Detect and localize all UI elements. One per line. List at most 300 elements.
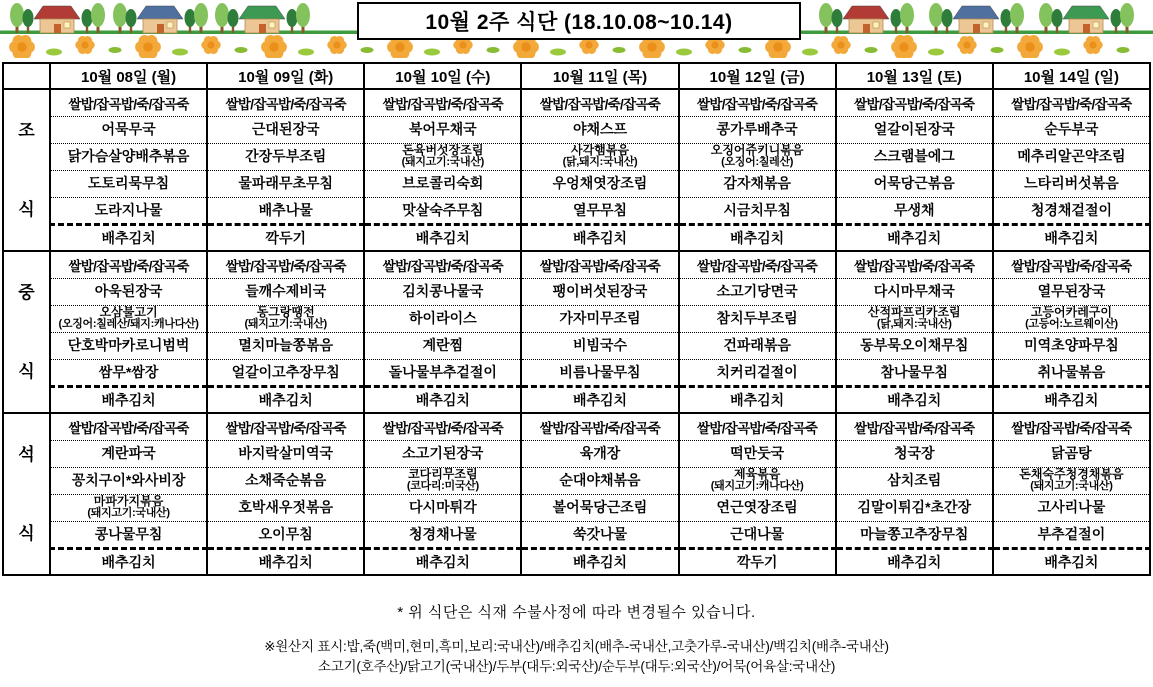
dish-cell bbox=[364, 278, 521, 305]
dish-cell bbox=[679, 143, 836, 170]
dish-cell bbox=[521, 116, 678, 143]
meal-label-dinner bbox=[3, 413, 50, 575]
dish-cell bbox=[679, 332, 836, 359]
dish-cell bbox=[207, 170, 364, 197]
rice-options-cell: 쌀밥/잡곡밥/죽/잡곡죽 bbox=[364, 251, 521, 278]
leaf-icon bbox=[361, 47, 374, 53]
dish-origin-note: (돼지고기:국내산) bbox=[244, 318, 327, 331]
dish-name: 팽이버섯된장국 bbox=[552, 283, 648, 300]
dish-cell bbox=[50, 467, 207, 494]
tree-icon bbox=[942, 9, 953, 33]
dish-cell bbox=[679, 521, 836, 548]
kimchi-cell: 깍두기 bbox=[679, 548, 836, 575]
dish-name: 북어무채국 bbox=[409, 121, 477, 138]
dish-name: 간장두부조림 bbox=[245, 148, 327, 165]
dish-name: 돌나물부추겉절이 bbox=[388, 363, 497, 380]
day-header-thu: 10월 11일 (목) bbox=[521, 63, 678, 89]
house-icon bbox=[953, 6, 999, 33]
dish-cell bbox=[207, 521, 364, 548]
dish-origin-note: (돼지고기:국내산) bbox=[1030, 480, 1113, 493]
rice-options-cell: 쌀밥/잡곡밥/죽/잡곡죽 bbox=[679, 251, 836, 278]
breakfast-row bbox=[3, 170, 1150, 197]
dish-cell bbox=[50, 359, 207, 386]
meal-label-char: 석 bbox=[18, 445, 35, 464]
meal-label-breakfast bbox=[3, 89, 50, 251]
tree-icon bbox=[1052, 9, 1063, 33]
flower-icon bbox=[327, 36, 346, 54]
dish-cell bbox=[207, 359, 364, 386]
origin-footnote bbox=[0, 637, 1153, 676]
dish-cell bbox=[364, 467, 521, 494]
tree-icon bbox=[929, 3, 943, 33]
dish-name: 연근엿장조림 bbox=[716, 499, 798, 516]
kimchi-cell: 배추김치 bbox=[993, 386, 1150, 413]
dish-cell bbox=[679, 494, 836, 521]
lunch-row bbox=[3, 278, 1150, 305]
dish-cell bbox=[836, 305, 993, 332]
dish-cell bbox=[836, 359, 993, 386]
kimchi-cell: 배추김치 bbox=[679, 224, 836, 251]
lunch-row bbox=[3, 359, 1150, 386]
rice-options-cell: 쌀밥/잡곡밥/죽/잡곡죽 bbox=[836, 413, 993, 440]
kimchi-cell: 깍두기 bbox=[207, 224, 364, 251]
rice-options-cell: 쌀밥/잡곡밥/죽/잡곡죽 bbox=[836, 89, 993, 116]
rice-options-cell: 쌀밥/잡곡밥/죽/잡곡죽 bbox=[679, 89, 836, 116]
dish-name: 배추나물 bbox=[258, 201, 313, 218]
dish-name: 김치콩나물국 bbox=[402, 283, 484, 300]
dish-name: 떡만둣국 bbox=[730, 445, 785, 462]
tree-icon bbox=[82, 9, 93, 33]
flower-icon bbox=[831, 36, 850, 54]
dish-name: 마늘쫑고추장무침 bbox=[860, 525, 969, 542]
day-header-row bbox=[3, 63, 1150, 89]
breakfast-row bbox=[3, 89, 1150, 116]
dish-cell bbox=[521, 494, 678, 521]
kimchi-cell: 배추김치 bbox=[207, 386, 364, 413]
dish-cell bbox=[993, 332, 1150, 359]
leaf-icon bbox=[550, 49, 566, 56]
breakfast-row bbox=[3, 197, 1150, 224]
dish-name: 순대야채볶음 bbox=[559, 472, 641, 489]
rice-options-cell: 쌀밥/잡곡밥/죽/잡곡죽 bbox=[207, 89, 364, 116]
dish-cell bbox=[836, 197, 993, 224]
leaf-icon bbox=[172, 49, 188, 56]
leaf-icon bbox=[676, 49, 692, 56]
leaf-icon bbox=[802, 49, 818, 56]
dish-name: 도토리묵무침 bbox=[87, 175, 170, 192]
meal-label-char: 식 bbox=[18, 524, 35, 543]
tree-icon bbox=[296, 3, 310, 33]
house-icon bbox=[239, 6, 285, 33]
dish-cell bbox=[50, 305, 207, 332]
dish-name: 감자채볶음 bbox=[723, 175, 791, 192]
leaf-icon bbox=[298, 49, 314, 56]
dish-name: 계란찜 bbox=[422, 337, 464, 354]
dish-name: 돈채숙주청경채볶음 bbox=[1019, 467, 1124, 482]
menu-table bbox=[2, 62, 1151, 576]
rice-options-cell: 쌀밥/잡곡밥/죽/잡곡죽 bbox=[836, 251, 993, 278]
dish-name: 콩가루배추국 bbox=[716, 121, 798, 138]
tree-icon bbox=[10, 3, 24, 33]
dish-cell bbox=[207, 143, 364, 170]
dish-name: 호박새우젓볶음 bbox=[238, 499, 334, 516]
dish-cell bbox=[521, 305, 678, 332]
flower-icon bbox=[135, 35, 161, 58]
leaf-icon bbox=[991, 47, 1004, 53]
dish-cell bbox=[679, 116, 836, 143]
dish-cell bbox=[207, 116, 364, 143]
origin-footnote-line2: 소고기(호주산)/닭고기(국내산)/두부(대두:외국산)/순두부(대두:외국산)/어묵(어육살:국내산) bbox=[317, 658, 836, 674]
kimchi-cell: 배추김치 bbox=[836, 548, 993, 575]
leaf-icon bbox=[1117, 47, 1130, 53]
kimchi-cell: 배추김치 bbox=[521, 224, 678, 251]
breakfast-row bbox=[3, 116, 1150, 143]
tree-icon bbox=[891, 9, 902, 33]
dish-cell bbox=[50, 197, 207, 224]
dish-name: 시금치무침 bbox=[723, 201, 791, 218]
flower-icon bbox=[1083, 36, 1102, 54]
house-icon bbox=[843, 6, 889, 33]
rice-options-cell: 쌀밥/잡곡밥/죽/잡곡죽 bbox=[521, 251, 678, 278]
tree-icon bbox=[126, 9, 137, 33]
dish-origin-note: (코다리:미국산) bbox=[406, 480, 479, 493]
dish-name: 아욱된장국 bbox=[94, 283, 163, 300]
dish-cell bbox=[521, 440, 678, 467]
flower-icon bbox=[261, 35, 287, 58]
house-icon bbox=[34, 6, 80, 33]
dish-name: 소채죽순볶음 bbox=[245, 472, 327, 489]
leaf-icon bbox=[487, 47, 500, 53]
dish-name: 얼갈이고추장무침 bbox=[231, 363, 340, 380]
dish-name: 우엉채엿장조림 bbox=[552, 175, 648, 192]
dish-cell bbox=[521, 332, 678, 359]
dish-cell bbox=[364, 143, 521, 170]
dish-name: 느타리버섯볶음 bbox=[1024, 175, 1119, 192]
dish-name: 마파가지볶음 bbox=[93, 494, 164, 509]
page-title-text: 10월 2주 식단 (18.10.08~10.14) bbox=[425, 11, 733, 34]
meal-label-char: 조 bbox=[18, 121, 35, 140]
breakfast-row bbox=[3, 224, 1150, 251]
page-title bbox=[357, 2, 801, 40]
dish-name: 삼치조림 bbox=[887, 472, 942, 489]
dish-cell bbox=[836, 332, 993, 359]
dish-cell bbox=[993, 278, 1150, 305]
dish-cell bbox=[364, 305, 521, 332]
dish-name: 청경채겉절이 bbox=[1030, 201, 1112, 218]
flower-icon bbox=[891, 35, 917, 58]
dish-cell bbox=[364, 359, 521, 386]
rice-options-cell: 쌀밥/잡곡밥/죽/잡곡죽 bbox=[50, 251, 207, 278]
lunch-row bbox=[3, 251, 1150, 278]
dish-cell bbox=[679, 170, 836, 197]
dish-name: 청경채나물 bbox=[409, 525, 477, 542]
tree-icon bbox=[23, 9, 34, 33]
dish-cell bbox=[993, 170, 1150, 197]
dish-cell bbox=[993, 197, 1150, 224]
dish-cell bbox=[521, 467, 678, 494]
dish-cell bbox=[50, 116, 207, 143]
dish-cell bbox=[207, 494, 364, 521]
dish-name: 비름나물무침 bbox=[559, 363, 641, 380]
dish-origin-note: (오징어:칠레산) bbox=[721, 156, 794, 169]
dish-name: 동부묵오이채무침 bbox=[860, 337, 969, 354]
dish-name: 오이무침 bbox=[258, 525, 313, 542]
dish-cell bbox=[993, 116, 1150, 143]
dish-cell bbox=[207, 305, 364, 332]
meal-label-lunch bbox=[3, 251, 50, 413]
kimchi-cell: 배추김치 bbox=[836, 224, 993, 251]
dish-name: 열무무침 bbox=[572, 201, 628, 218]
tree-icon bbox=[832, 9, 843, 33]
kimchi-cell: 배추김치 bbox=[679, 386, 836, 413]
day-header-mon: 10월 08일 (월) bbox=[50, 63, 207, 89]
day-header-fri: 10월 12일 (금) bbox=[679, 63, 836, 89]
tree-icon bbox=[287, 9, 298, 33]
kimchi-cell: 배추김치 bbox=[993, 548, 1150, 575]
leaf-icon bbox=[424, 49, 440, 56]
kimchi-cell: 배추김치 bbox=[207, 548, 364, 575]
dish-name: 치커리겉절이 bbox=[716, 363, 798, 380]
dish-name: 제육볶음 bbox=[733, 467, 781, 482]
rice-options-cell: 쌀밥/잡곡밥/죽/잡곡죽 bbox=[207, 413, 364, 440]
dish-cell bbox=[993, 467, 1150, 494]
tree-icon bbox=[91, 3, 105, 33]
tree-icon bbox=[1010, 3, 1024, 33]
rice-options-cell: 쌀밥/잡곡밥/죽/잡곡죽 bbox=[50, 89, 207, 116]
rice-options-cell: 쌀밥/잡곡밥/죽/잡곡죽 bbox=[521, 413, 678, 440]
dish-cell bbox=[679, 467, 836, 494]
leaf-icon bbox=[613, 47, 626, 53]
dish-name: 메추리알곤약조림 bbox=[1017, 148, 1126, 165]
dish-cell bbox=[521, 278, 678, 305]
house-icon bbox=[1063, 6, 1109, 33]
dish-cell bbox=[836, 170, 993, 197]
kimchi-cell: 배추김치 bbox=[50, 224, 207, 251]
lunch-row bbox=[3, 305, 1150, 332]
dish-name: 바지락살미역국 bbox=[238, 445, 334, 462]
dish-name: 계란파국 bbox=[101, 445, 156, 462]
dish-cell bbox=[993, 359, 1150, 386]
dish-cell bbox=[364, 521, 521, 548]
dish-cell bbox=[521, 170, 678, 197]
dish-origin-note: (돼지고기:국내산) bbox=[87, 507, 170, 520]
dish-name: 단호박마카로니범벅 bbox=[67, 337, 190, 354]
dish-cell bbox=[364, 116, 521, 143]
dish-name: 도라지나물 bbox=[94, 201, 163, 218]
dish-name: 소고기된장국 bbox=[402, 445, 484, 462]
rice-options-cell: 쌀밥/잡곡밥/죽/잡곡죽 bbox=[521, 89, 678, 116]
meal-label-char: 식 bbox=[18, 362, 35, 381]
dish-name: 가자미무조림 bbox=[559, 310, 641, 327]
dish-cell bbox=[836, 521, 993, 548]
dish-name: 부추겉절이 bbox=[1037, 525, 1106, 542]
kimchi-cell: 배추김치 bbox=[521, 386, 678, 413]
dish-name: 쌈무*쌈장 bbox=[98, 363, 159, 380]
dish-name: 근대된장국 bbox=[251, 121, 320, 138]
dish-name: 닭곰탕 bbox=[1051, 445, 1092, 462]
dish-cell bbox=[207, 278, 364, 305]
tree-icon bbox=[1039, 3, 1053, 33]
dish-cell bbox=[836, 467, 993, 494]
flower-icon bbox=[75, 36, 94, 54]
dish-cell bbox=[207, 467, 364, 494]
dish-cell bbox=[836, 440, 993, 467]
dish-name: 다시마튀각 bbox=[409, 499, 477, 516]
dish-name: 브로콜리숙회 bbox=[402, 175, 484, 192]
dish-name: 사각햄볶음 bbox=[571, 143, 629, 158]
dish-cell bbox=[993, 521, 1150, 548]
kimchi-cell: 배추김치 bbox=[50, 548, 207, 575]
tree-icon bbox=[819, 3, 833, 33]
lunch-row bbox=[3, 332, 1150, 359]
dish-name: 청국장 bbox=[893, 445, 935, 462]
dish-name: 소고기당면국 bbox=[716, 283, 798, 300]
dish-cell bbox=[50, 494, 207, 521]
leaf-icon bbox=[46, 49, 62, 56]
leaf-icon bbox=[1054, 49, 1070, 56]
dish-cell bbox=[50, 332, 207, 359]
dish-cell bbox=[993, 143, 1150, 170]
dish-name: 취나물볶음 bbox=[1037, 363, 1106, 380]
dish-name: 하이라이스 bbox=[409, 310, 477, 327]
tree-icon bbox=[1001, 9, 1012, 33]
dish-cell bbox=[521, 197, 678, 224]
dish-cell bbox=[993, 305, 1150, 332]
dish-name: 동그랑땡전 bbox=[256, 305, 315, 320]
dish-name: 야채스프 bbox=[572, 121, 628, 138]
origin-footnote-line1: ※원산지 표시:밥,죽(백미,현미,흑미,보리:국내산)/배추김치(배추-국내산,고춧가루-국내산)/백김치(배추-국내산) bbox=[264, 639, 889, 654]
house-icon bbox=[137, 6, 183, 33]
kimchi-cell: 배추김치 bbox=[50, 386, 207, 413]
dish-name: 물파래무초무침 bbox=[238, 175, 334, 192]
leaf-icon bbox=[865, 47, 878, 53]
dinner-row bbox=[3, 413, 1150, 440]
dish-cell bbox=[679, 305, 836, 332]
dinner-row bbox=[3, 440, 1150, 467]
tree-icon bbox=[900, 3, 914, 33]
dish-name: 오징어쥬키니볶음 bbox=[710, 143, 804, 158]
dish-name: 쑥갓나물 bbox=[572, 525, 628, 542]
dish-name: 멸치마늘쫑볶음 bbox=[238, 337, 334, 354]
dish-cell bbox=[207, 197, 364, 224]
dinner-row bbox=[3, 521, 1150, 548]
dish-cell bbox=[50, 278, 207, 305]
dish-name: 어묵무국 bbox=[101, 121, 156, 138]
tree-icon bbox=[1120, 3, 1134, 33]
dish-cell bbox=[364, 494, 521, 521]
dish-cell bbox=[207, 332, 364, 359]
dish-cell bbox=[50, 170, 207, 197]
change-notice-footnote bbox=[0, 601, 1153, 622]
dish-name: 고등어카레구이 bbox=[1030, 305, 1112, 320]
dish-origin-note: (오징어:칠레산/돼지:캐나다산) bbox=[58, 318, 199, 331]
dish-cell bbox=[993, 440, 1150, 467]
dinner-row bbox=[3, 548, 1150, 575]
tree-icon bbox=[185, 9, 196, 33]
dish-cell bbox=[364, 332, 521, 359]
kimchi-cell: 배추김치 bbox=[993, 224, 1150, 251]
day-header-tue: 10월 09일 (화) bbox=[207, 63, 364, 89]
dinner-row bbox=[3, 467, 1150, 494]
day-header-wed: 10월 10일 (수) bbox=[364, 63, 521, 89]
dish-origin-note: (돼지고기:국내산) bbox=[401, 156, 485, 169]
dish-cell bbox=[364, 440, 521, 467]
dish-cell bbox=[679, 197, 836, 224]
day-header-sun: 10월 14일 (일) bbox=[993, 63, 1150, 89]
rice-options-cell: 쌀밥/잡곡밥/죽/잡곡죽 bbox=[50, 413, 207, 440]
flower-icon bbox=[1017, 35, 1043, 58]
dish-name: 순두부국 bbox=[1044, 121, 1099, 138]
leaf-icon bbox=[109, 47, 122, 53]
rice-options-cell: 쌀밥/잡곡밥/죽/잡곡죽 bbox=[364, 89, 521, 116]
dish-name: 미역초양파무침 bbox=[1024, 337, 1119, 354]
dish-name: 열무된장국 bbox=[1037, 283, 1106, 300]
dish-cell bbox=[993, 494, 1150, 521]
dish-cell bbox=[679, 359, 836, 386]
kimchi-cell: 배추김치 bbox=[521, 548, 678, 575]
dish-name: 꽁치구이*와사비장 bbox=[71, 472, 186, 489]
dish-name: 무생채 bbox=[893, 201, 935, 218]
dish-cell bbox=[364, 170, 521, 197]
dish-cell bbox=[50, 521, 207, 548]
dish-cell bbox=[50, 440, 207, 467]
dish-cell bbox=[679, 278, 836, 305]
flower-icon bbox=[957, 36, 976, 54]
change-notice-text: * 위 식단은 식재 수불사정에 따라 변경될수 있습니다. bbox=[397, 604, 756, 621]
dish-name: 얼갈이된장국 bbox=[873, 121, 955, 138]
dish-origin-note: (고등어:노르웨이산) bbox=[1025, 318, 1118, 331]
dish-name: 닭가슴살양배추볶음 bbox=[67, 148, 190, 165]
dish-name: 비빔국수 bbox=[572, 337, 628, 354]
tree-icon bbox=[228, 9, 239, 33]
dish-cell bbox=[679, 440, 836, 467]
dish-name: 근대나물 bbox=[730, 525, 785, 542]
dish-cell bbox=[364, 197, 521, 224]
dish-name: 육개장 bbox=[579, 445, 621, 462]
dish-origin-note: (닭,돼지:국내산) bbox=[562, 156, 638, 169]
dish-name: 다시마무채국 bbox=[873, 283, 955, 300]
dish-name: 맛살숙주무침 bbox=[402, 201, 484, 218]
dish-name: 코다리무조림 bbox=[408, 467, 478, 482]
dish-name: 스크램블에그 bbox=[873, 148, 955, 165]
leaf-icon bbox=[739, 47, 752, 53]
tree-icon bbox=[194, 3, 208, 33]
dish-cell bbox=[836, 278, 993, 305]
dish-name: 고사리나물 bbox=[1037, 499, 1106, 516]
dish-cell bbox=[207, 440, 364, 467]
dish-name: 돈육버섯장조림 bbox=[402, 143, 484, 158]
flower-icon bbox=[9, 35, 35, 58]
rice-options-cell: 쌀밥/잡곡밥/죽/잡곡죽 bbox=[993, 413, 1150, 440]
rice-options-cell: 쌀밥/잡곡밥/죽/잡곡죽 bbox=[993, 89, 1150, 116]
dinner-row bbox=[3, 494, 1150, 521]
dish-cell bbox=[836, 116, 993, 143]
dish-cell bbox=[521, 521, 678, 548]
dish-cell bbox=[521, 143, 678, 170]
dish-name: 어묵당근볶음 bbox=[873, 175, 955, 192]
dish-name: 건파래볶음 bbox=[723, 337, 791, 354]
rice-options-cell: 쌀밥/잡곡밥/죽/잡곡죽 bbox=[364, 413, 521, 440]
kimchi-cell: 배추김치 bbox=[836, 386, 993, 413]
dish-name: 참치두부조림 bbox=[716, 310, 798, 327]
dish-name: 들깨수제비국 bbox=[245, 283, 327, 300]
tree-icon bbox=[215, 3, 229, 33]
dish-name: 김말이튀김*초간장 bbox=[857, 499, 972, 516]
rice-options-cell: 쌀밥/잡곡밥/죽/잡곡죽 bbox=[679, 413, 836, 440]
rice-options-cell: 쌀밥/잡곡밥/죽/잡곡죽 bbox=[207, 251, 364, 278]
dish-name: 참나물무침 bbox=[880, 363, 949, 380]
tree-icon bbox=[113, 3, 127, 33]
